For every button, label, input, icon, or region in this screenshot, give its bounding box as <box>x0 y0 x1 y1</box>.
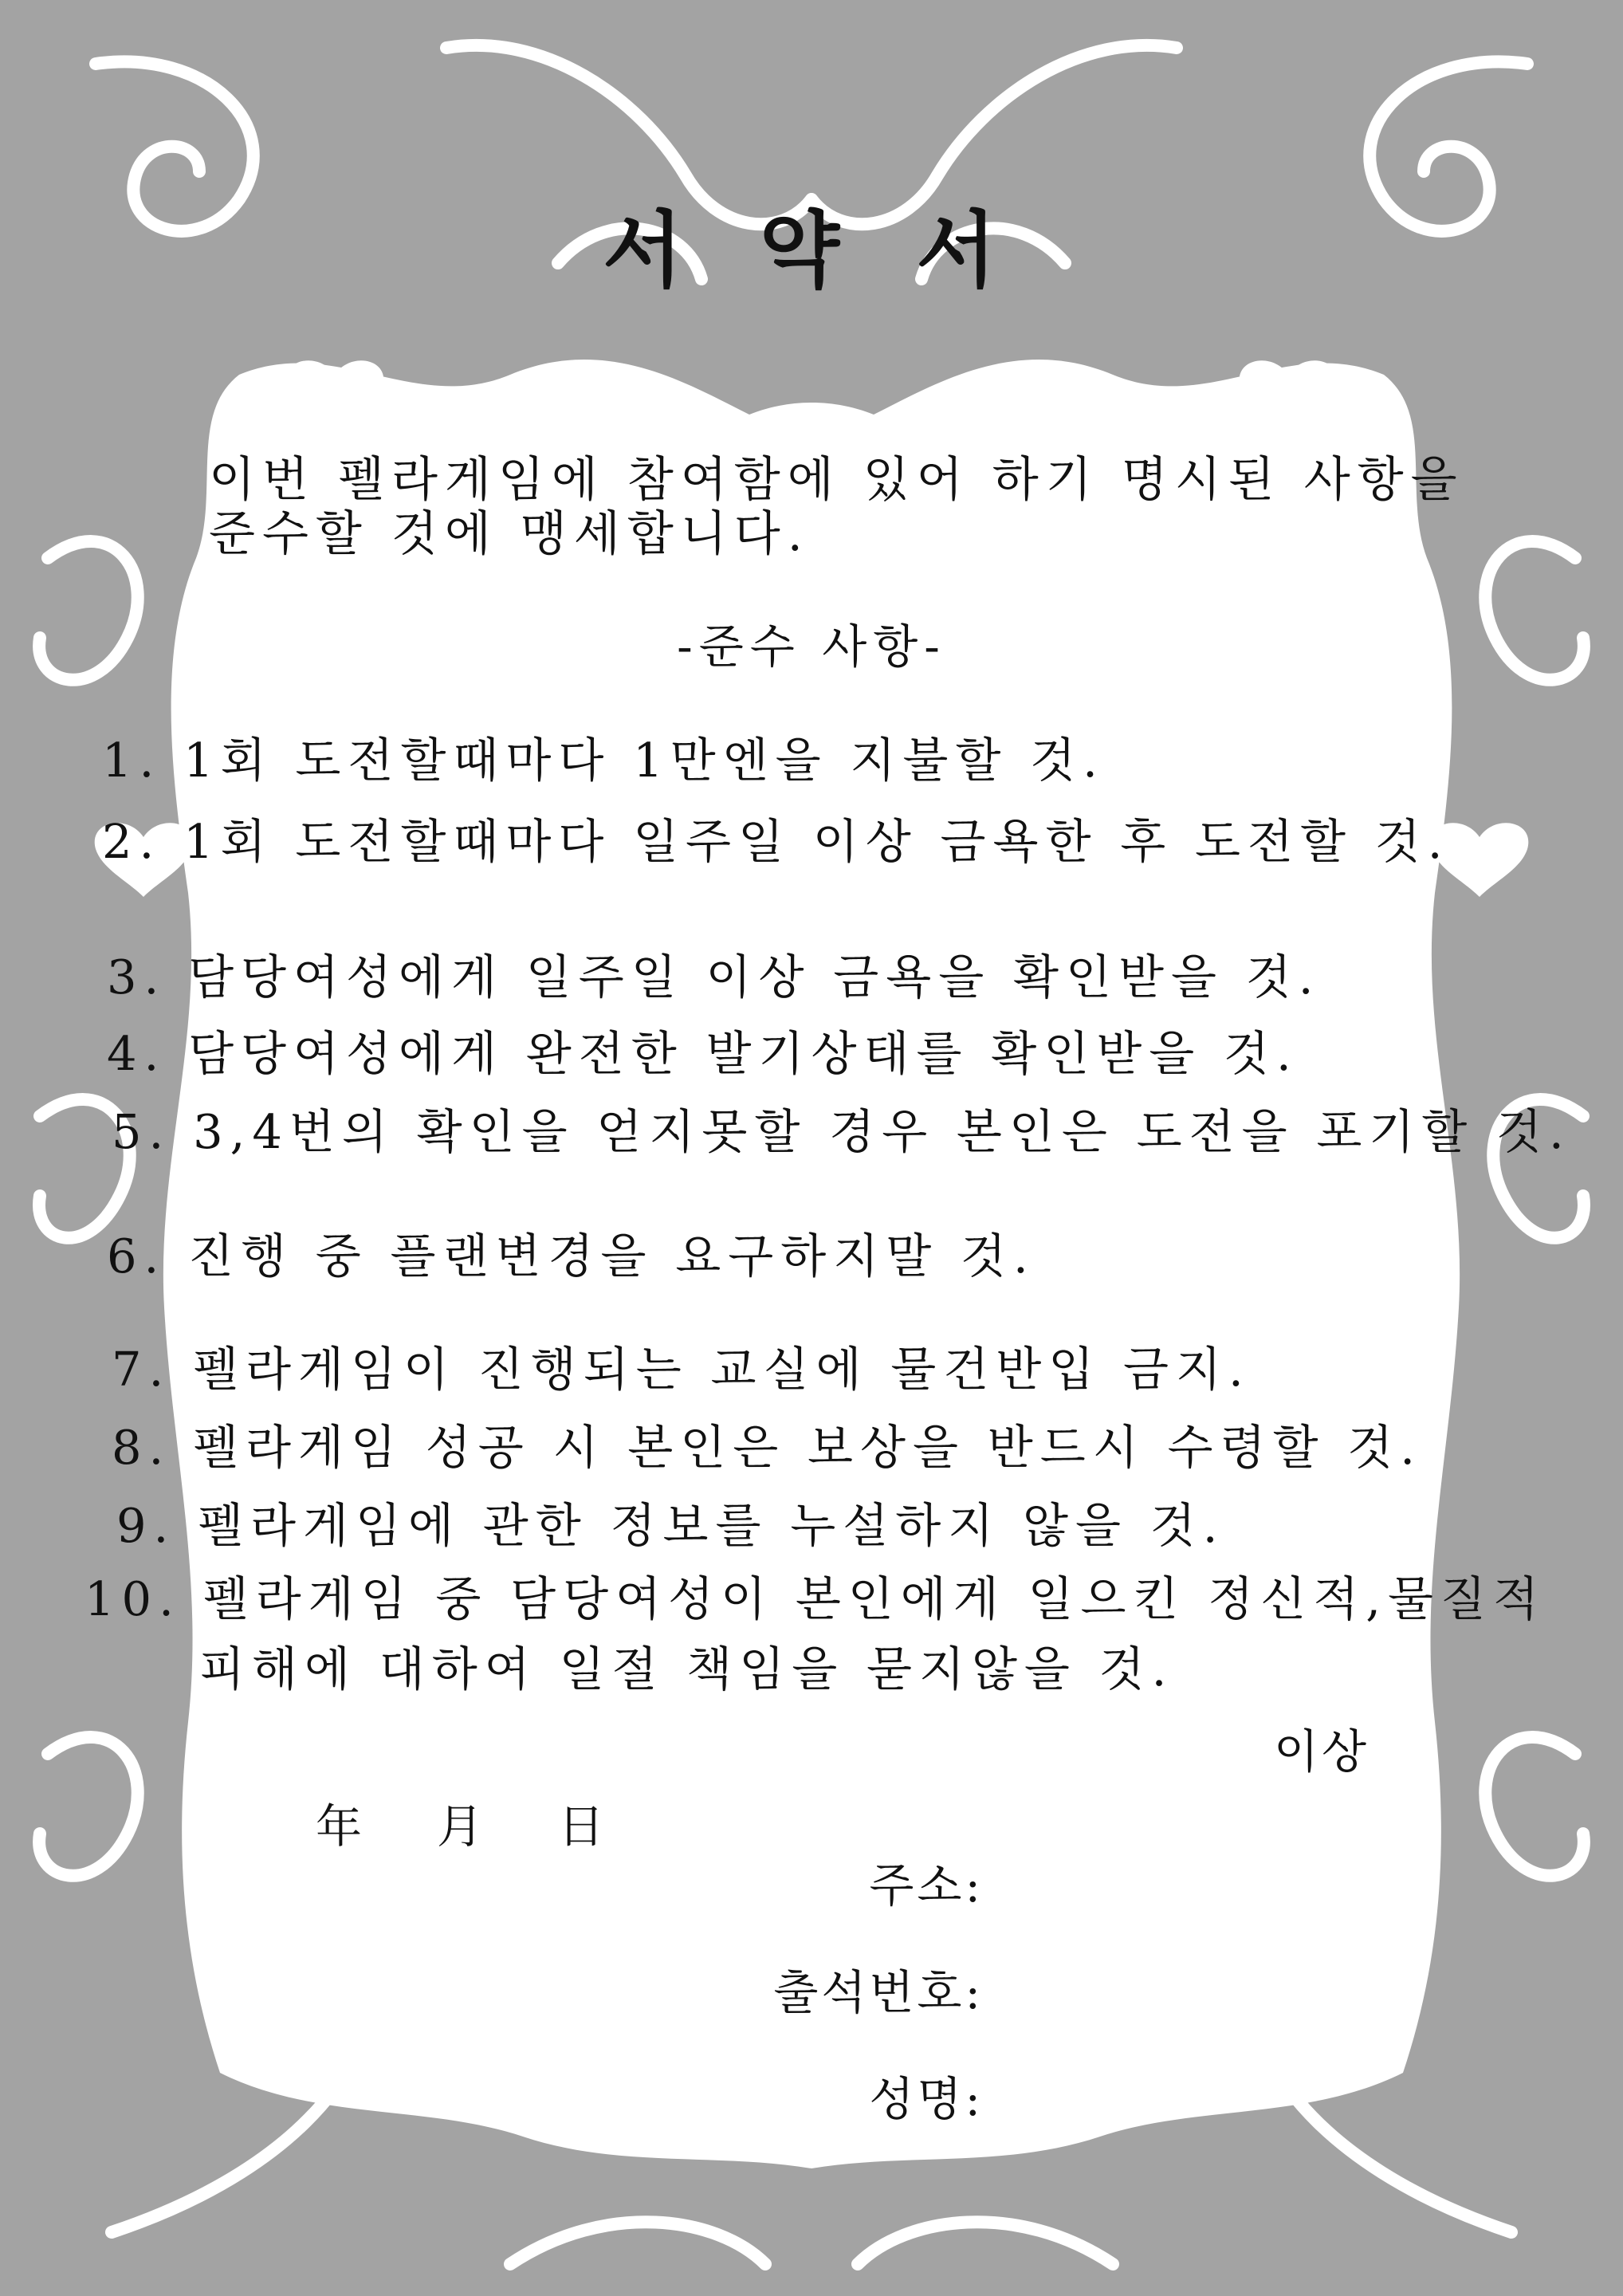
document-title: 서 약 서 <box>603 201 1020 299</box>
rule-item <box>107 1229 1035 1284</box>
rule-text: 펠라게임이 진행되는 교실에 물건반입 금지. <box>193 1342 1251 1397</box>
rule-item <box>107 1026 1299 1081</box>
rule-number: 1. <box>102 733 162 788</box>
rule-text: 3,4번의 확인을 얻지못할 경우 본인은 도전을 포기할 것. <box>193 1104 1571 1159</box>
rule-number: 10. <box>84 1571 181 1626</box>
rule-item <box>107 949 1321 1005</box>
rule-number: 9. <box>116 1498 176 1553</box>
date-year: 年 <box>316 1799 363 1854</box>
date-day: 日 <box>558 1799 605 1854</box>
attendance-number-label: 출석번호: <box>773 1965 984 2019</box>
intro-line-1: 이번 펠라게임에 참여함에 있어 하기 명시된 사항을 <box>209 452 1464 508</box>
rule-text: 펠라게임 성공 시 본인은 보상을 반드시 수령할 것. <box>193 1420 1422 1475</box>
rule-text: 펠라게임 중 담당여성이 본인에게 일으킨 정신적,물질적 <box>202 1571 1546 1626</box>
rule-text: 진행 중 플랜변경을 요구하지말 것. <box>188 1229 1035 1284</box>
rule-text: 담당여성에게 완전한 발기상태를 확인받을 것. <box>188 1026 1299 1081</box>
date-month: 月 <box>437 1799 484 1854</box>
rule-number: 3. <box>107 949 167 1005</box>
rule-10-continuation: 피해에 대하여 일절 책임을 묻지않을 것. <box>199 1641 1174 1696</box>
rule-number: 8. <box>112 1420 171 1475</box>
rule-text: 1회 도전할때마다 일주일 이상 금욕한 후 도전할 것. <box>183 814 1450 869</box>
rule-number: 2. <box>102 814 162 869</box>
rule-item <box>112 1104 1571 1159</box>
rule-item <box>112 1342 1251 1397</box>
rule-item <box>84 1571 1546 1626</box>
rule-item <box>102 814 1450 869</box>
rule-text: 담당여성에게 일주일 이상 금욕을 확인받을 것. <box>188 949 1321 1005</box>
rule-number: 7. <box>112 1342 171 1397</box>
rule-number: 4. <box>107 1026 167 1081</box>
name-label: 성명: <box>869 2072 984 2126</box>
rule-item <box>102 733 1105 788</box>
rule-number: 6. <box>107 1229 167 1284</box>
intro-line-2: 준수할 것에 맹세합니다. <box>209 506 810 562</box>
rule-item <box>112 1420 1422 1475</box>
rule-number: 5. <box>112 1104 171 1159</box>
rule-text: 펠라게임에 관한 정보를 누설하지 않을 것. <box>198 1498 1225 1553</box>
section-heading: -준수 사항- <box>677 619 946 674</box>
closing-text: 이상 <box>1274 1724 1370 1779</box>
rule-item <box>116 1498 1225 1553</box>
rule-text: 1회 도전할때마다 1만엔을 지불할 것. <box>183 733 1105 788</box>
address-label: 주소: <box>869 1858 984 1913</box>
